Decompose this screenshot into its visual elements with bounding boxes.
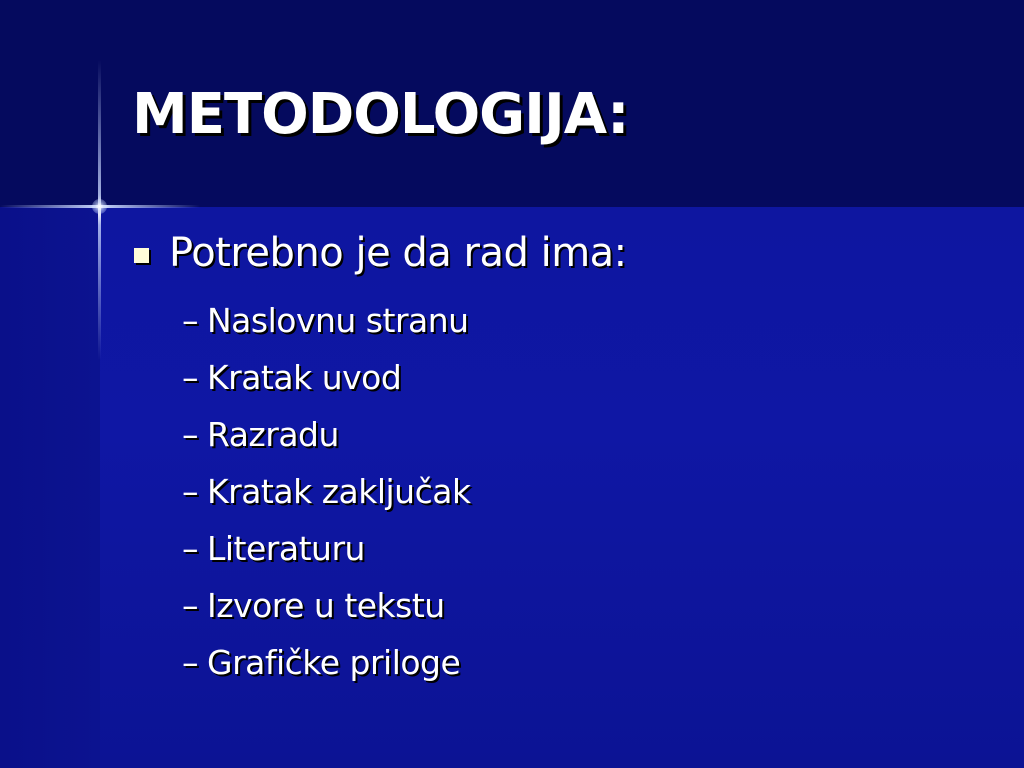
sub-item (182, 520, 471, 577)
sub-item (182, 292, 471, 349)
sub-item (182, 634, 471, 691)
dash-marker: – (182, 358, 198, 397)
dash-marker: – (182, 301, 198, 340)
sub-item (182, 406, 471, 463)
sub-item (182, 577, 471, 634)
sub-item-text: Kratak uvod (207, 358, 402, 397)
sub-item-text: Naslovnu stranu (207, 301, 469, 340)
dash-marker: – (182, 529, 198, 568)
sub-item-text: Literaturu (207, 529, 365, 568)
bullet-text: Potrebno je da rad ima: (169, 230, 627, 276)
sub-item-text: Razradu (207, 415, 339, 454)
sub-item-text: Izvore u tekstu (207, 586, 445, 625)
sub-item (182, 349, 471, 406)
square-bullet-icon (134, 248, 149, 263)
dash-marker: – (182, 643, 198, 682)
sub-item-text: Kratak zaključak (207, 472, 471, 511)
dash-marker: – (182, 472, 198, 511)
flare-core (92, 199, 107, 214)
sub-item (182, 463, 471, 520)
slide-title: METODOLOGIJA: (132, 82, 629, 147)
dash-marker: – (182, 415, 198, 454)
sub-item-text: Grafičke priloge (207, 643, 461, 682)
sub-list (182, 292, 471, 691)
left-band (0, 207, 100, 768)
dash-marker: – (182, 586, 198, 625)
bullet-item (134, 230, 627, 276)
